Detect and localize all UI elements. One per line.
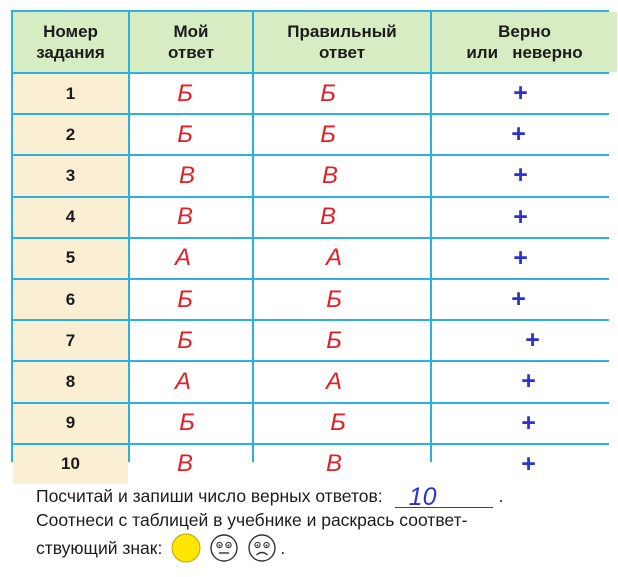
my-answer-cell-text: Б [179, 409, 195, 437]
task-number-cell-text: 5 [65, 248, 76, 268]
check-mark-cell-text: + [521, 408, 536, 437]
end-period: . [280, 538, 286, 558]
header-label: Правильный [287, 22, 397, 41]
sad-face-icon[interactable] [246, 532, 278, 564]
check-mark-cell [432, 362, 617, 401]
task-number-cell-text: 1 [65, 83, 76, 103]
correct-answer-cell [254, 321, 430, 360]
header-label: или неверно [466, 43, 583, 62]
check-mark-cell [432, 156, 617, 195]
check-mark-cell-text: + [513, 202, 528, 231]
my-answer-cell [130, 115, 252, 154]
my-answer-cell [130, 280, 252, 319]
correct-answer-cell-text: Б [330, 409, 346, 437]
header-label: Мой [173, 22, 209, 41]
my-answer-cell-text: Б [177, 120, 193, 148]
check-mark-cell-text: + [513, 243, 528, 272]
correct-answer-cell-text: В [325, 450, 342, 478]
task-number-cell-text: 3 [65, 165, 76, 185]
my-answer-cell-text: В [178, 161, 195, 189]
check-mark-cell [432, 321, 617, 360]
my-answer-cell [130, 362, 252, 401]
correct-answer-cell [254, 115, 430, 154]
my-answer-cell-text: А [174, 244, 191, 272]
check-mark-cell [432, 404, 617, 443]
correct-answer-cell [254, 239, 430, 278]
check-mark-cell [432, 198, 617, 237]
instruction-line: Соотнеси с таблицей в учебнике и раскрась соответ- [36, 510, 468, 530]
my-answer-cell [130, 74, 252, 113]
happy-face-icon[interactable] [170, 532, 202, 564]
task-number-cell-text: 9 [65, 413, 76, 433]
check-mark-cell-text: + [513, 161, 528, 190]
task-number-cell [13, 198, 128, 237]
header-label: ответ [318, 43, 366, 62]
my-answer-cell-text: Б [177, 285, 193, 313]
task-number-cell [13, 445, 128, 484]
my-answer-cell-text: А [174, 367, 191, 395]
smiley-choices [170, 532, 285, 564]
neutral-face-icon[interactable] [208, 532, 240, 564]
task-number-cell-text: 7 [65, 330, 76, 350]
check-mark-cell-text: + [511, 120, 526, 149]
my-answer-cell [130, 404, 252, 443]
task-number-cell [13, 404, 128, 443]
my-answer-cell-text: Б [177, 326, 193, 354]
check-mark-cell [432, 115, 617, 154]
check-mark-cell-text: + [525, 326, 540, 355]
header-right-or-wrong [432, 12, 617, 72]
correct-answer-cell [254, 280, 430, 319]
task-number-cell [13, 321, 128, 360]
count-prompt: Посчитай и запиши число верных ответов: [36, 486, 383, 506]
header-correct-answer [254, 12, 430, 72]
check-mark-cell-text: + [521, 367, 536, 396]
task-number-cell-text: 2 [65, 124, 76, 144]
task-number-cell-text: 8 [65, 371, 76, 391]
correct-answer-cell [254, 198, 430, 237]
task-number-cell [13, 156, 128, 195]
correct-answer-cell [254, 445, 430, 484]
task-number-cell-text: 6 [65, 289, 76, 309]
correct-answer-cell [254, 404, 430, 443]
check-mark-cell-text: + [511, 285, 526, 314]
my-answer-cell [130, 156, 252, 195]
my-answer-cell [130, 198, 252, 237]
my-answer-cell [130, 321, 252, 360]
my-answer-cell-text: В [176, 203, 193, 231]
my-answer-cell-text: В [176, 450, 193, 478]
header-my-answer [130, 12, 252, 72]
correct-answer-cell [254, 362, 430, 401]
check-mark-cell [432, 445, 617, 484]
my-answer-cell [130, 239, 252, 278]
correct-answer-cell-text: Б [320, 120, 336, 148]
task-number-cell-text: 10 [61, 454, 80, 474]
my-answer-cell-text: Б [177, 79, 193, 107]
check-mark-cell [432, 280, 617, 319]
correct-answer-cell [254, 74, 430, 113]
correct-answer-cell-text: Б [320, 79, 336, 107]
check-mark-cell [432, 239, 617, 278]
header-task-number [13, 12, 128, 72]
correct-answer-cell-text: Б [326, 285, 342, 313]
task-number-cell [13, 239, 128, 278]
correct-answer-cell-text: Б [326, 326, 342, 354]
correct-answer-cell-text: В [319, 203, 336, 231]
header-label: задания [36, 43, 105, 62]
answers-table [11, 10, 609, 478]
count-value: 10 [408, 483, 437, 511]
correct-answer-cell [254, 156, 430, 195]
footer-instructions [36, 483, 608, 564]
header-label: Верно [498, 22, 551, 41]
task-number-cell [13, 280, 128, 319]
task-number-cell [13, 115, 128, 154]
task-number-cell [13, 362, 128, 401]
instruction-line: ствующий знак: [36, 538, 163, 558]
header-label: ответ [167, 43, 215, 62]
period: . [498, 486, 504, 506]
my-answer-cell [130, 445, 252, 484]
check-mark-cell-text: + [521, 449, 536, 478]
correct-answer-cell-text: А [325, 244, 342, 272]
count-answer-field[interactable] [395, 483, 493, 511]
correct-answer-cell-text: В [321, 161, 338, 189]
task-number-cell [13, 74, 128, 113]
check-mark-cell-text: + [513, 79, 528, 108]
correct-answer-cell-text: А [325, 367, 342, 395]
check-mark-cell [432, 74, 617, 113]
task-number-cell-text: 4 [65, 207, 76, 227]
header-label: Номер [43, 22, 98, 41]
